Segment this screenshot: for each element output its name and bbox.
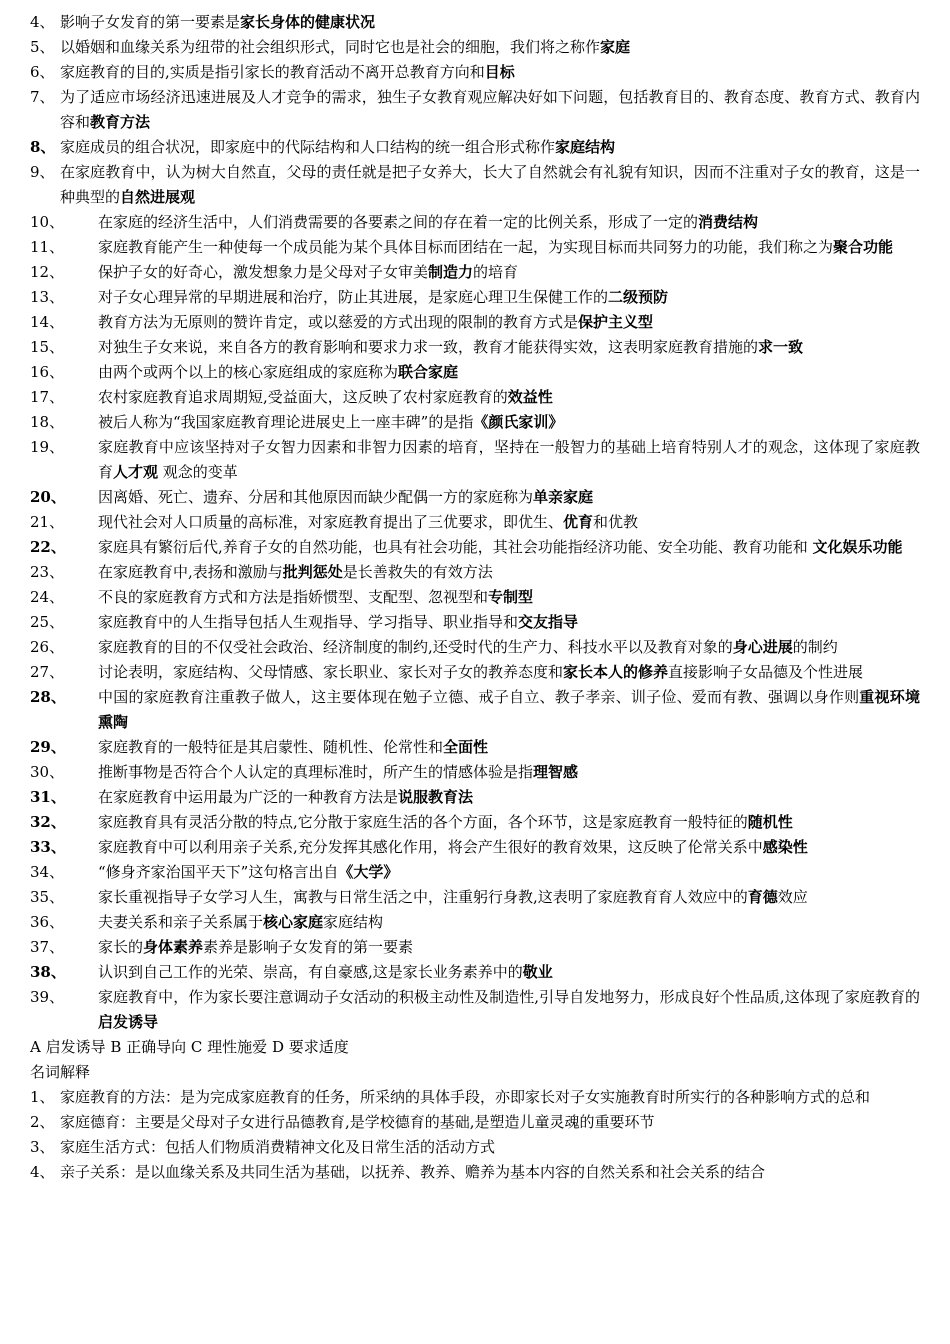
item-text: [98, 810, 920, 835]
item-answer: 感染性: [762, 838, 808, 856]
list-item: [30, 760, 920, 785]
list-item: [30, 235, 920, 260]
item-answer: 专制型: [488, 588, 534, 606]
item-text: [98, 235, 920, 260]
item-text-post: 效应: [777, 888, 808, 906]
item-text: [98, 760, 920, 785]
item-text: [98, 485, 920, 510]
item-number: 19、: [30, 438, 65, 456]
list-item: [30, 910, 920, 935]
item-text: [98, 260, 920, 285]
item-text-pre: 在家庭教育中运用最为广泛的一种教育方法是: [98, 788, 399, 806]
item-text: [98, 960, 920, 985]
item-answer: 单亲家庭: [533, 488, 594, 506]
item-text: [98, 310, 920, 335]
item-text: [98, 610, 920, 635]
item-answer: 理智感: [533, 763, 579, 781]
item-answer: 保护主义型: [578, 313, 654, 331]
list-item: [30, 785, 920, 810]
item-text: [98, 660, 920, 685]
item-number: 31、: [30, 788, 66, 806]
item-text-post: 是长善救失的有效方法: [342, 563, 493, 581]
definition-text: 亲子关系：是以血缘关系及共同生活为基础，以抚养、教养、赡养为基本内容的自然关系和社会关系的结合: [60, 1163, 766, 1181]
item-number: 14、: [30, 313, 65, 331]
item-text: [98, 535, 920, 560]
item-text-post: 观念的变革: [158, 463, 238, 481]
item-answer: 身体素养: [143, 938, 204, 956]
item-text-pre: 家庭教育能产生一种使每一个成员能为某个具体目标而团结在一起，为实现目标而共同努力的功能，我们称之为: [98, 238, 834, 256]
item-number: 27、: [30, 663, 65, 681]
item-number: 6、: [30, 63, 55, 81]
list-item: [30, 135, 920, 160]
item-number: 26、: [30, 638, 65, 656]
list-item: [30, 10, 920, 35]
list-item: [30, 860, 920, 885]
item-number: 24、: [30, 588, 65, 606]
definition-number: 1、: [30, 1088, 55, 1106]
item-number: 9、: [30, 163, 55, 181]
item-text-pre: 家庭教育中可以利用亲子关系,充分发挥其感化作用，将会产生很好的教育效果，这反映了伦常关系中: [98, 838, 763, 856]
item-text-post: 和优教: [593, 513, 639, 531]
list-item: [30, 660, 920, 685]
list-item: [30, 35, 920, 60]
item-number: 8、: [30, 138, 56, 156]
item-text: [60, 35, 920, 60]
item-text-pre: 家庭教育的目的不仅受社会政治、经济制度的制约,还受时代的生产力、科技水平以及教育对象的: [98, 638, 733, 656]
item-number: 22、: [30, 538, 66, 556]
item-answer: 家庭: [600, 38, 631, 56]
options-line: A 启发诱导 B 正确导向 C 理性施爱 D 要求适度: [30, 1038, 349, 1056]
item-text-pre: 为了适应市场经济迅速进展及人才竞争的需求，独生子女教育观应解决好如下问题，包括教育目的、教育态度、教育方式、教育内容和: [60, 88, 920, 131]
definition-number: 3、: [30, 1138, 55, 1156]
item-number: 32、: [30, 813, 66, 831]
list-item: [30, 435, 920, 485]
item-text: [98, 735, 920, 760]
item-text: [98, 785, 920, 810]
item-text: [98, 410, 920, 435]
item-number: 30、: [30, 763, 65, 781]
item-answer: 求一致: [758, 338, 804, 356]
item-text-pre: 对子女心理异常的早期进展和治疗，防止其进展，是家庭心理卫生保健工作的: [98, 288, 609, 306]
item-text-pre: “修身齐家治国平天下”这句格言出自: [98, 863, 339, 881]
item-answer: 敬业: [522, 963, 553, 981]
item-text-pre: 家庭教育的目的,实质是指引家长的教育活动不离开总教育方向和: [60, 63, 485, 81]
item-text-pre: 家庭成员的组合状况，即家庭中的代际结构和人口结构的统一组合形式称作: [60, 138, 556, 156]
section-title: 名词解释: [30, 1063, 91, 1081]
list-item: [30, 935, 920, 960]
item-number: 29、: [30, 738, 66, 756]
item-text: [98, 860, 920, 885]
item-text-pre: 家庭教育中的人生指导包括人生观指导、学习指导、职业指导和: [98, 613, 519, 631]
item-text-pre: 农村家庭教育追求周期短,受益面大，这反映了农村家庭教育的: [98, 388, 508, 406]
item-text-post: 家庭结构: [323, 913, 384, 931]
item-number: 20、: [30, 488, 66, 506]
list-item: [30, 385, 920, 410]
item-number: 15、: [30, 338, 65, 356]
item-answer: 目标: [484, 63, 515, 81]
list-item: [30, 960, 920, 985]
item-answer: 重视环境熏陶: [98, 688, 920, 731]
list-item: [30, 285, 920, 310]
definition-text: 家庭生活方式：包括人们物质消费精神文化及日常生活的活动方式: [60, 1138, 496, 1156]
item-answer: 《大学》: [338, 863, 399, 881]
item-answer: 全面性: [443, 738, 489, 756]
item-answer: 效益性: [507, 388, 553, 406]
item-number: 16、: [30, 363, 65, 381]
item-text-pre: 家长重视指导子女学习人生，寓教与日常生活之中，注重躬行身教,这表明了家庭教育育人效应中的: [98, 888, 748, 906]
item-text: [98, 685, 920, 735]
item-answer: 消费结构: [698, 213, 759, 231]
item-answer: 文化娱乐功能: [812, 538, 903, 556]
item-text-post: 素养是影响子女发育的第一要素: [203, 938, 414, 956]
list-item: [30, 535, 920, 560]
item-answer: 教育方法: [90, 113, 151, 131]
item-text-pre: 在家庭教育中,表扬和激励与: [98, 563, 283, 581]
item-text: [98, 560, 920, 585]
item-number: 36、: [30, 913, 65, 931]
item-number: 10、: [30, 213, 65, 231]
item-text-pre: 在家庭教育中，认为树大自然直，父母的责任就是把子女养大，长大了自然就会有礼貌有知识，因而不注重对子女的教育，这是一种典型的: [60, 163, 920, 206]
item-text-pre: 以婚姻和血缘关系为纽带的社会组织形式，同时它也是社会的细胞，我们将之称作: [60, 38, 601, 56]
item-text-pre: 家庭教育的一般特征是其启蒙性、随机性、伦常性和: [98, 738, 444, 756]
item-text: [60, 60, 920, 85]
item-text-pre: 被后人称为“我国家庭教育理论进展史上一座丰碑”的是指: [98, 413, 474, 431]
list-item: [30, 835, 920, 860]
list-item: [30, 585, 920, 610]
list-item: [30, 885, 920, 910]
item-answer: 说服教育法: [398, 788, 474, 806]
item-answer: 聚合功能: [833, 238, 894, 256]
item-answer: 随机性: [747, 813, 793, 831]
item-number: 5、: [30, 38, 55, 56]
item-text-pre: 家庭具有繁衍后代,养育子女的自然功能，也具有社会功能，其社会功能指经济功能、安全功能、教育功能和: [98, 538, 813, 556]
item-answer: 二级预防: [608, 288, 669, 306]
item-text-pre: 在家庭的经济生活中，人们消费需要的各要素之间的存在着一定的比例关系，形成了一定的: [98, 213, 699, 231]
item-number: 38、: [30, 963, 66, 981]
item-answer: 启发诱导: [98, 1013, 159, 1031]
list-item: [30, 610, 920, 635]
definition-item: [30, 1110, 920, 1135]
item-answer: 家长身体的健康状况: [240, 13, 376, 31]
question-list: [30, 10, 920, 1035]
item-text: [60, 135, 920, 160]
item-number: 35、: [30, 888, 65, 906]
item-answer: 优育: [563, 513, 594, 531]
item-number: 33、: [30, 838, 66, 856]
item-text-pre: 保护子女的好奇心，激发想象力是父母对子女审美: [98, 263, 429, 281]
item-text-pre: 讨论表明，家庭结构、父母情感、家长职业、家长对子女的教养态度和: [98, 663, 564, 681]
definition-item: [30, 1160, 920, 1185]
item-answer: 人才观: [113, 463, 159, 481]
item-answer: 制造力: [428, 263, 474, 281]
list-item: [30, 360, 920, 385]
list-item: [30, 485, 920, 510]
item-answer: 《颜氏家训》: [473, 413, 564, 431]
item-text-pre: 家长的: [98, 938, 144, 956]
item-text: [98, 360, 920, 385]
item-text-post: 直接影响子女品德及个性进展: [668, 663, 864, 681]
item-text-pre: 现代社会对人口质量的高标准，对家庭教育提出了三优要求，即优生、: [98, 513, 564, 531]
list-item: [30, 685, 920, 735]
item-text: [98, 935, 920, 960]
item-text-pre: 夫妻关系和亲子关系属于: [98, 913, 264, 931]
item-text-pre: 教育方法为无原则的赞许肯定，或以慈爱的方式出现的限制的教育方式是: [98, 313, 579, 331]
item-text: [98, 510, 920, 535]
list-item: [30, 310, 920, 335]
item-number: 34、: [30, 863, 65, 881]
item-number: 39、: [30, 988, 65, 1006]
item-answer: 交友指导: [518, 613, 579, 631]
item-number: 13、: [30, 288, 65, 306]
definition-number: 4、: [30, 1163, 55, 1181]
item-text: [98, 385, 920, 410]
list-item: [30, 635, 920, 660]
item-text-pre: 不良的家庭教育方式和方法是指娇惯型、支配型、忽视型和: [98, 588, 489, 606]
item-answer: 联合家庭: [398, 363, 459, 381]
item-number: 23、: [30, 563, 65, 581]
item-answer: 育德: [747, 888, 778, 906]
item-text-pre: 家庭教育中，作为家长要注意调动子女活动的积极主动性及制造性,引导自发地努力，形成良好个性品质,这体现了家庭教育的: [98, 988, 920, 1006]
list-item: [30, 410, 920, 435]
list-item: [30, 335, 920, 360]
item-number: 12、: [30, 263, 65, 281]
item-text: [98, 435, 920, 485]
item-text: [98, 635, 920, 660]
item-number: 11、: [30, 238, 65, 256]
item-text: [98, 210, 920, 235]
item-text: [60, 85, 920, 135]
item-text-pre: 对独生子女来说，来自各方的教育影响和要求力求一致，教育才能获得实效，这表明家庭教育措施的: [98, 338, 759, 356]
item-answer: 家庭结构: [555, 138, 616, 156]
list-item: [30, 210, 920, 235]
item-text: [60, 160, 920, 210]
item-text-pre: 家庭教育具有灵活分散的特点,它分散于家庭生活的各个方面，各个环节，这是家庭教育一般特征的: [98, 813, 748, 831]
list-item: [30, 810, 920, 835]
item-answer: 核心家庭: [263, 913, 324, 931]
item-number: 28、: [30, 688, 66, 706]
item-text-pre: 影响子女发育的第一要素是: [60, 13, 241, 31]
list-item: [30, 510, 920, 535]
list-item: [30, 735, 920, 760]
list-item: [30, 60, 920, 85]
item-text-pre: 因离婚、死亡、遗弃、分居和其他原因而缺少配偶一方的家庭称为: [98, 488, 534, 506]
item-answer: 自然进展观: [120, 188, 196, 206]
item-text-pre: 认识到自己工作的光荣、崇高，有自豪感,这是家长业务素养中的: [98, 963, 523, 981]
item-text: [98, 835, 920, 860]
item-number: 7、: [30, 88, 55, 106]
item-text-post: 的培育: [473, 263, 519, 281]
item-answer: 身心进展: [732, 638, 793, 656]
item-text-pre: 家庭教育中应该坚持对子女智力因素和非智力因素的培育，坚持在一般智力的基础上培育特别人才的观念，这体现了家庭教育: [98, 438, 920, 481]
item-number: 37、: [30, 938, 65, 956]
list-item: [30, 560, 920, 585]
item-answer: 批判惩处: [282, 563, 343, 581]
item-number: 4、: [30, 13, 55, 31]
item-number: 25、: [30, 613, 65, 631]
item-number: 17、: [30, 388, 65, 406]
definition-text: 家庭教育的方法：是为完成家庭教育的任务，所采纳的具体手段，亦即家长对子女实施教育时所实行的各种影响方式的总和: [60, 1088, 871, 1106]
item-text-pre: 由两个或两个以上的核心家庭组成的家庭称为: [98, 363, 399, 381]
list-item: [30, 260, 920, 285]
item-text: [98, 585, 920, 610]
item-text: [98, 335, 920, 360]
item-text: [98, 910, 920, 935]
definition-item: [30, 1085, 920, 1110]
list-item: [30, 85, 920, 135]
definition-text: 家庭德育：主要是父母对子女进行品德教育,是学校德育的基础,是塑造儿童灵魂的重要环节: [60, 1113, 655, 1131]
item-answer: 家长本人的修养: [563, 663, 669, 681]
item-text: [60, 10, 920, 35]
list-item: [30, 985, 920, 1035]
definition-number: 2、: [30, 1113, 55, 1131]
definition-list: [30, 1085, 920, 1185]
item-number: 21、: [30, 513, 65, 531]
item-text: [98, 885, 920, 910]
item-text-pre: 中国的家庭教育注重教子做人，这主要体现在勉子立德、戒子自立、教子孝亲、训子俭、爱而有教、强调以身作则: [98, 688, 860, 706]
item-text-pre: 推断事物是否符合个人认定的真理标准时，所产生的情感体验是指: [98, 763, 534, 781]
item-text-post: 的制约: [792, 638, 838, 656]
definition-item: [30, 1135, 920, 1160]
item-text: [98, 985, 920, 1035]
list-item: [30, 160, 920, 210]
item-text: [98, 285, 920, 310]
item-number: 18、: [30, 413, 65, 431]
